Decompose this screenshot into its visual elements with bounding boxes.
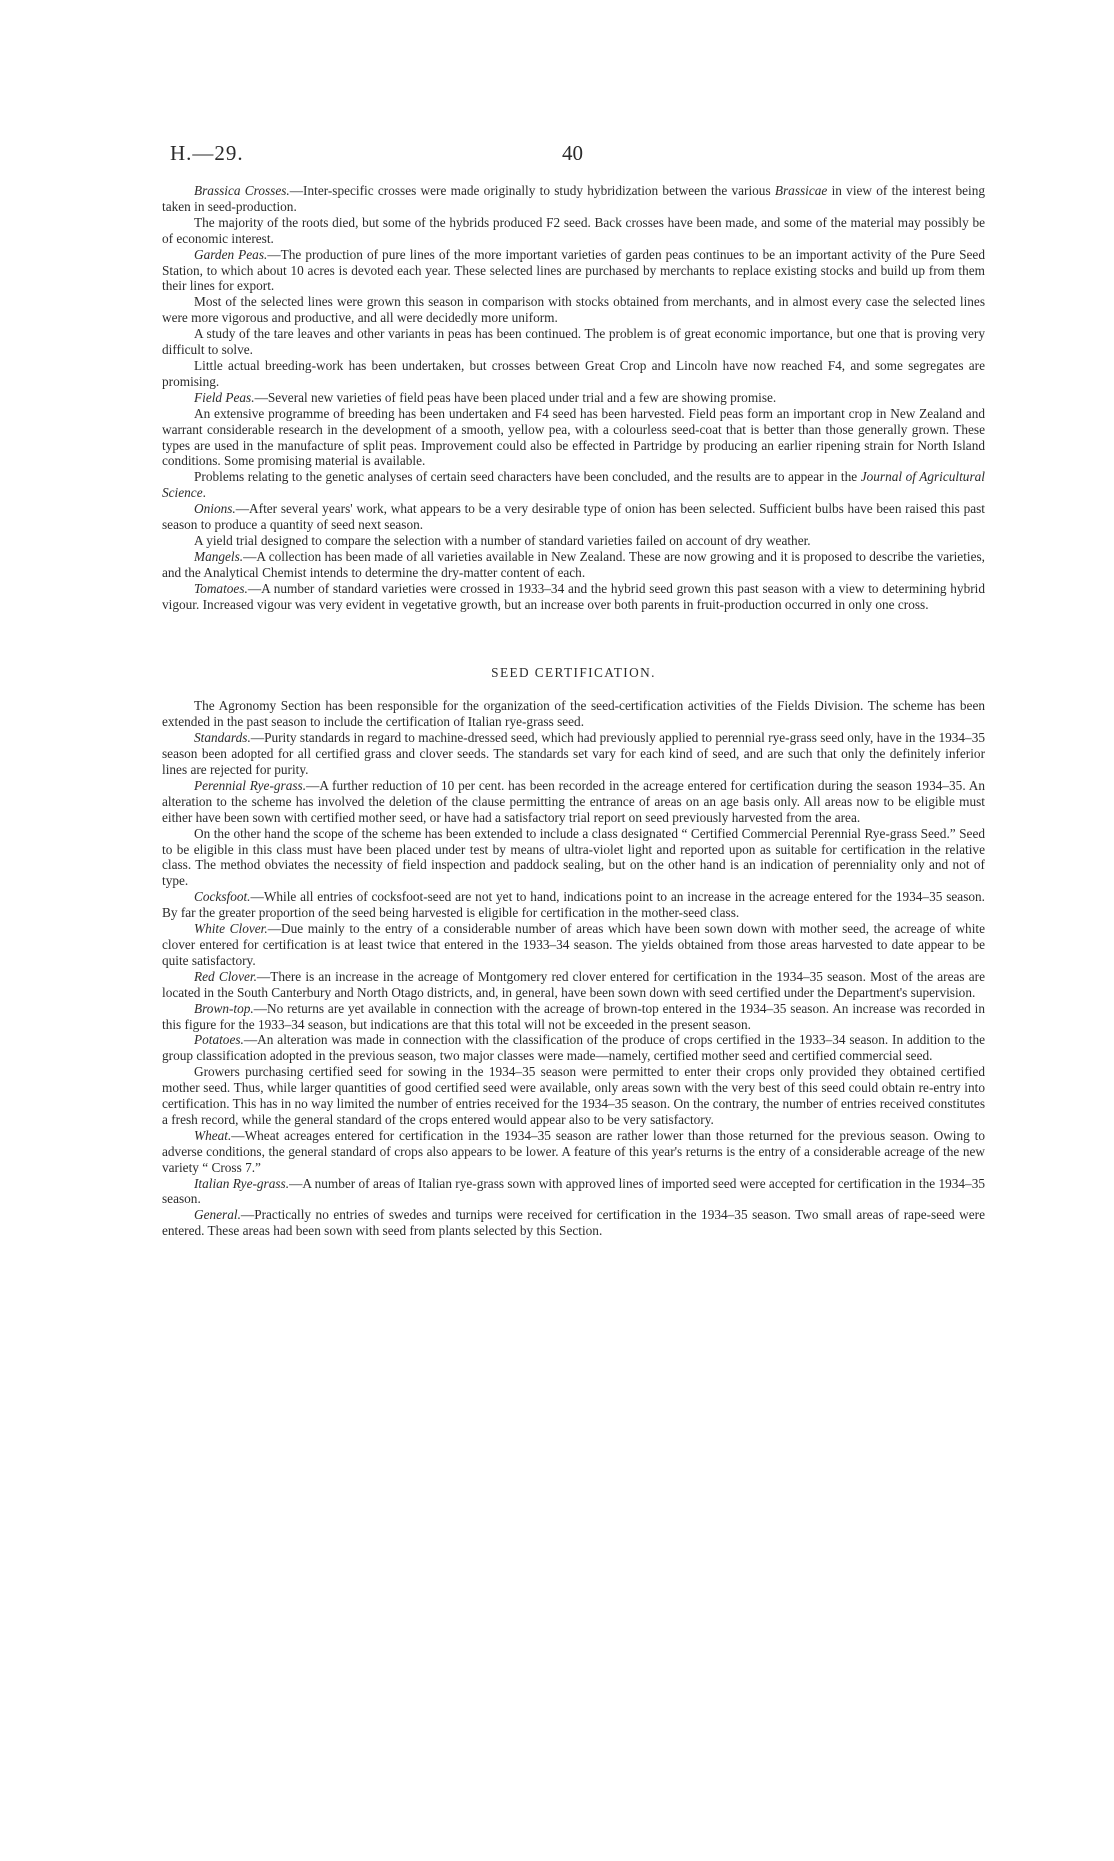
paragraph-text: —Inter-specific crosses were made originally to study hybridization between the various	[289, 183, 775, 198]
paragraph-text: —An alteration was made in connection with the classification of the produce of crops certified in the 1933–34 season. In addition to the group classification adopted in the previous season, two major classes were made—namely, certified mother seed and certified commercial seed.	[162, 1032, 985, 1064]
paragraph-text: —Due mainly to the entry of a considerable number of areas which have been sown down with mother seed, the acreage of white clover entered for certification is at least twice that entered in the 1933–34 season. The yields obtained from those areas harvested to date appear to be quite satisfactory.	[162, 921, 985, 968]
paragraph-text: The Agronomy Section has been responsible for the organization of the seed-certification activities of the Fields Division. The scheme has been extended in the past season to include the certification of Italian rye-grass seed.	[162, 698, 985, 730]
paragraph-lead: Tomatoes.	[194, 580, 248, 596]
paragraph	[162, 549, 985, 581]
page-header	[162, 141, 985, 176]
seed-certification-section	[162, 698, 985, 1239]
paragraph-text: Most of the selected lines were grown this season in comparison with stocks obtained from merchants, and in almost every case the selected lines were more vigorous and productive, and all were decidedly more uniform.	[162, 294, 985, 326]
paragraph-text: —Purity standards in regard to machine-dressed seed, which had previously applied to perennial rye-grass seed only, have in the 1934–35 season been adopted for all certified grass and clover seeds. The standards set vary for each kind of seed, and are such that only the definitely inferior lines are rejected for purity.	[162, 730, 985, 777]
paragraph-text: .	[202, 485, 206, 501]
paragraph	[162, 183, 985, 215]
paragraph	[162, 698, 985, 730]
paragraph-text: —A further reduction of 10 per cent. has been recorded in the acreage entered for certification during the season 1934–35. An alteration to the scheme has involved the deletion of the clause permitting the entrance of areas on an age basis only. All areas now to be eligible must either have been sown with certified mother seed, or have had a satisfactory trial report on seed previously harvested from the area.	[162, 777, 985, 825]
paragraph-lead: Red Clover.	[194, 968, 257, 984]
paragraph-text: —A number of standard varieties were crossed in 1933–34 and the hybrid seed grown this past season with a view to determining hybrid vigour. Increased vigour was very evident in vegetative growth, but an increase over both parents in fruit-production occurred in only one cross.	[162, 580, 985, 612]
page-number: 40	[562, 141, 583, 165]
paragraph-lead: Brown-top.	[194, 1000, 254, 1016]
paragraph-lead: Brassica Crosses.	[194, 183, 290, 198]
paragraph-text: —After several years' work, what appears to be a very desirable type of onion has been selected. Sufficient bulbs have been raised this past season to produce a quantity of seed next season.	[162, 501, 985, 533]
paragraph	[162, 215, 985, 247]
paragraph	[162, 730, 985, 778]
paragraph-text: —A collection has been made of all varieties available in New Zealand. These are now growing and it is proposed to describe the varieties, and the Analytical Chemist intends to determine the dry-matter content of each.	[162, 548, 985, 580]
paragraph-text: —Practically no entries of swedes and turnips were received for certification in the 1934–35 season. Two small areas of rape-seed were entered. These areas had been sown with seed from plants selected by this Section.	[162, 1207, 985, 1239]
document-page	[162, 141, 986, 1239]
paragraph	[162, 469, 985, 501]
paragraph	[162, 406, 985, 470]
paragraph-lead: Wheat.	[194, 1127, 232, 1143]
paragraph-text: An extensive programme of breeding has been undertaken and F4 seed has been harvested. Field peas form an important crop in New Zealand and warrant considerable research in the development of a smooth, yellow pea, with a colourless seed-coat that is better than those generally grown. These types are used in the manufacture of split peas. Improvement could also be effected in Partridge by producing an earlier ripening strain for North Island conditions. Some promising material is available.	[162, 405, 985, 469]
paragraph	[162, 1128, 985, 1176]
paragraph-text: —There is an increase in the acreage of Montgomery red clover entered for certification in the 1934–35 season. Most of the areas are located in the South Canterbury and North Otago districts, and, in general, have been sown down with seed certified under the Department's supervision.	[162, 968, 985, 1000]
paragraph-text: —No returns are yet available in connection with the acreage of brown-top entered in the 1934–35 season. An increase was recorded in this figure for the 1933–34 season, but indications are that this total will not be exceeded in the present season.	[162, 1000, 985, 1032]
document-reference: H.—29.	[170, 141, 244, 165]
paragraph	[162, 921, 985, 969]
paragraph-text: The majority of the roots died, but some of the hybrids produced F2 seed. Back crosses have been made, and some of the material may possibly be of economic interest.	[162, 214, 985, 246]
paragraph	[162, 533, 985, 549]
paragraph-lead: Perennial Rye-grass.	[194, 777, 307, 793]
paragraph	[162, 501, 985, 533]
inline-italic: Brassicae	[774, 183, 828, 198]
paragraph-text: —Wheat acreages entered for certification in the 1934–35 season are rather lower than those returned for the previous season. Owing to adverse conditions, the general standard of crops also appears to be lower. A feature of this year's returns is the entry of a considerable acreage of the new variety “ Cross 7.”	[162, 1127, 985, 1175]
paragraph	[162, 326, 985, 358]
paragraph-text: —A number of areas of Italian rye-grass sown with approved lines of imported seed were accepted for certification in the 1934–35 season.	[162, 1175, 985, 1207]
paragraph-lead: General.	[194, 1207, 241, 1223]
section-heading: SEED CERTIFICATION.	[491, 665, 656, 681]
paragraph	[162, 778, 985, 826]
paragraph	[162, 294, 985, 326]
paragraph-lead: Onions.	[194, 501, 236, 517]
paragraph-lead: Garden Peas.	[194, 246, 268, 262]
paragraph-lead: Cocksfoot.	[194, 889, 251, 905]
paragraph-text: A yield trial designed to compare the selection with a number of standard varieties failed on account of dry weather.	[194, 532, 811, 548]
paragraph-text: Problems relating to the genetic analyses of certain seed characters have been concluded, and the results are to appear in the	[194, 469, 861, 485]
paragraph	[162, 358, 985, 390]
paragraph	[162, 1176, 985, 1208]
paragraph-lead: White Clover.	[194, 921, 268, 937]
paragraph-lead: Potatoes.	[194, 1032, 244, 1048]
paragraph	[162, 390, 985, 406]
paragraph-text: in view of the interest being taken in seed-production.	[162, 183, 986, 214]
paragraph	[162, 1001, 985, 1033]
paragraph	[162, 1207, 985, 1239]
paragraph	[162, 826, 985, 890]
paragraph-text: —The production of pure lines of the more important varieties of garden peas continues to be an important activity of the Pure Seed Station, to which about 10 acres is devoted each year. These selected lines are purchased by merchants to replace existing stocks and build up from them their lines for export.	[162, 246, 985, 294]
upper-section	[162, 183, 985, 612]
inline-italic: Journal of Agricultural Science	[162, 469, 985, 501]
paragraph-lead: Field Peas.	[194, 389, 255, 405]
paragraph-lead: Mangels.	[194, 548, 244, 564]
paragraph-text: —While all entries of cocksfoot-seed are not yet to hand, indications point to an increase in the acreage entered for the 1934–35 season. By far the greater proportion of the seed being harvested is eligible for certification in the mother-seed class.	[162, 889, 985, 921]
paragraph-text: —Several new varieties of field peas have been placed under trial and a few are showing promise.	[254, 389, 777, 405]
paragraph	[162, 581, 985, 613]
paragraph-text: Growers purchasing certified seed for sowing in the 1934–35 season were permitted to enter their crops only provided they obtained certified mother seed. Thus, while larger quantities of good certified seed were available, only areas sown with the very best of this seed could obtain re-entry into certification. This has in no way limited the number of entries received for the 1934–35 season. On the contrary, the number of entries received constitutes a fresh record, while the general standard of the crops entered would appear also to be very satisfactory.	[162, 1064, 985, 1127]
paragraph	[162, 1064, 985, 1128]
paragraph-text: On the other hand the scope of the scheme has been extended to include a class designated “ Certified Commercial Perennial Rye-grass Seed.” Seed to be eligible in this class must have been placed under test by means of ultra-violet light and reported upon as suitable for certification in the relative class. The method obviates the necessity of field inspection and paddock sealing, but on the other hand is an indication of perenniality only and not of type.	[162, 825, 985, 889]
paragraph-lead: Standards.	[194, 730, 251, 746]
paragraph-text: Little actual breeding-work has been undertaken, but crosses between Great Crop and Lincoln have now reached F4, and some segregates are promising.	[162, 357, 985, 389]
paragraph	[162, 889, 985, 921]
paragraph	[162, 1032, 985, 1064]
paragraph	[162, 969, 985, 1001]
paragraph-text: A study of the tare leaves and other variants in peas has been continued. The problem is of great economic importance, but one that is proving very difficult to solve.	[162, 326, 985, 358]
paragraph	[162, 247, 985, 295]
paragraph-lead: Italian Rye-grass.	[194, 1175, 290, 1191]
